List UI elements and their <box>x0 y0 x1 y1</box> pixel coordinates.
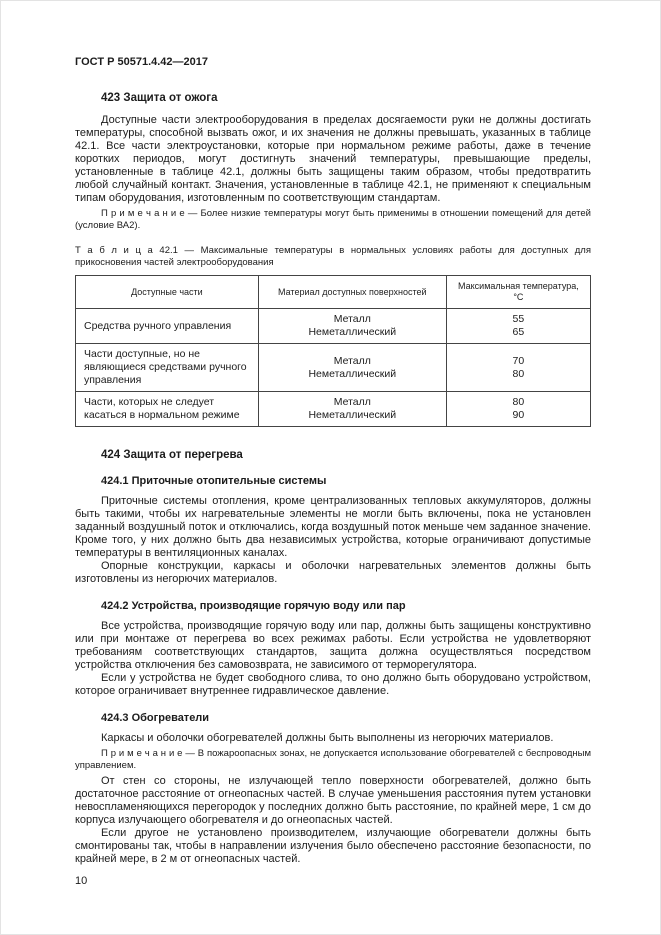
paragraph: Если другое не установлено производителем, излучающие обогреватели должны быть смонтированы так, чтобы в направлении излучения было обеспечено расстояние безопасности, по крайней мере, в 2 м от огнеопасных частей. <box>75 827 591 865</box>
material-line: Неметаллический <box>308 409 397 421</box>
temp-line: 80 <box>512 396 525 408</box>
cell-temps <box>446 392 590 427</box>
paragraph: Все устройства, производящие горячую воду или пар, должны быть защищены конструктивно или при монтаже от перегрева во всех режимах работы. Если устройства не удовлетворяют требованиям соответствующих стандартов, защита должна осуществляться посредством устройства отключения без самовозврата, не зависимого от терморегулятора. <box>75 620 591 671</box>
section-424-2-title: 424.2 Устройства, производящие горячую воду или пар <box>101 600 406 612</box>
table-row <box>76 392 591 427</box>
col-header-material: Материал доступных поверхностей <box>258 276 446 309</box>
material-line: Неметаллический <box>308 326 397 338</box>
cell-temps <box>446 309 590 344</box>
section-423-title: 423 Защита от ожога <box>101 92 218 104</box>
temp-line: 55 <box>512 313 525 325</box>
cell-materials <box>258 392 446 427</box>
material-line: Металл <box>333 396 371 408</box>
table-row <box>76 309 591 344</box>
cell-part: Средства ручного управления <box>76 309 259 344</box>
paragraph: Опорные конструкции, каркасы и оболочки нагревательных элементов должны быть изготовлены из негорючих материалов. <box>75 560 591 585</box>
doc-header: ГОСТ Р 50571.4.42—2017 <box>75 56 209 68</box>
page-number: 10 <box>75 875 88 887</box>
paragraph: От стен со стороны, не излучающей тепло поверхности обогревателей, должно быть достаточное расстояние от огнеопасных частей. В случае уменьшения расстояния путем установки невоспламеняющихся перегородок у последних должно быть расстояние, по крайней мере, 1 см до корпуса излучающего обогревателя и до огнеопасных частей. <box>75 775 591 826</box>
table-header <box>76 276 591 309</box>
temp-line: 80 <box>512 367 525 380</box>
material-line: Металл <box>333 313 371 325</box>
section-424-3-title: 424.3 Обогреватели <box>101 712 210 724</box>
material-line: Неметаллический <box>308 367 397 380</box>
cell-temps <box>446 344 590 392</box>
paragraph: Доступные части электрооборудования в пределах досягаемости руки не должны достигать температуры, способной вызвать ожог, и их значения не должны превышать, указанных в таблице 42.1. Все части электроустановки, которые при нормальном режиме работы, даже в течение коротких периодов, могут достигнуть значений температуры, превышающие пределы, установленные в таблице 42.1, должны быть защищены таким образом, чтобы предотвратить любой случайный контакт. Значения, установленные в таблице 42.1, не применяют к специальным типам оборудования, изготовленным по соответствующим стандартам. <box>75 114 591 204</box>
col-header-accessible-parts: Доступные части <box>76 276 259 309</box>
temp-line: 70 <box>512 354 525 367</box>
cell-part: Части доступные, но не являющиеся средствами ручного управления <box>76 344 259 392</box>
material-line: Металл <box>333 354 371 367</box>
paragraph: Каркасы и оболочки обогревателей должны быть выполнены из негорючих материалов. <box>101 732 554 744</box>
temp-line: 65 <box>512 326 525 338</box>
col-header-max-temp: Максимальная температура, °С <box>446 276 590 309</box>
table-42-1 <box>75 275 591 427</box>
cell-part: Части, которых не следует касаться в нормальном режиме <box>76 392 259 427</box>
table-row <box>76 344 591 392</box>
note-paragraph: П р и м е ч а н и е — Более низкие температуры могут быть применимы в отношении помещений для детей (условие ВА2). <box>75 208 591 231</box>
paragraph: Приточные системы отопления, кроме централизованных тепловых аккумуляторов, должны быть такими, чтобы их нагревательные элементы не могли быть включены, пока не установлен заданный воздушный поток и отключались, когда воздушный поток меньше чем заданное значение. Кроме того, у них должно быть два независимых устройства, которые ограничивают допустимые температуры в вентиляционных каналах. <box>75 495 591 559</box>
table-caption: Т а б л и ц а 42.1 — Максимальные температуры в нормальных условиях работы для доступных для прикосновения частей электрооборудования <box>75 245 591 268</box>
section-424-title: 424 Защита от перегрева <box>101 449 243 461</box>
temp-line: 90 <box>512 409 525 421</box>
note-paragraph: П р и м е ч а н и е — В пожароопасных зонах, не допускается использование обогревателей с беспроводным управлением. <box>75 748 591 771</box>
table-header-row <box>76 276 591 309</box>
cell-materials <box>258 309 446 344</box>
paragraph: Если у устройства не будет свободного слива, то оно должно быть оборудовано устройством, которое ограничивает внутреннее гидравлическое давление. <box>75 672 591 697</box>
section-424-1-title: 424.1 Приточные отопительные системы <box>101 475 327 487</box>
cell-materials <box>258 344 446 392</box>
